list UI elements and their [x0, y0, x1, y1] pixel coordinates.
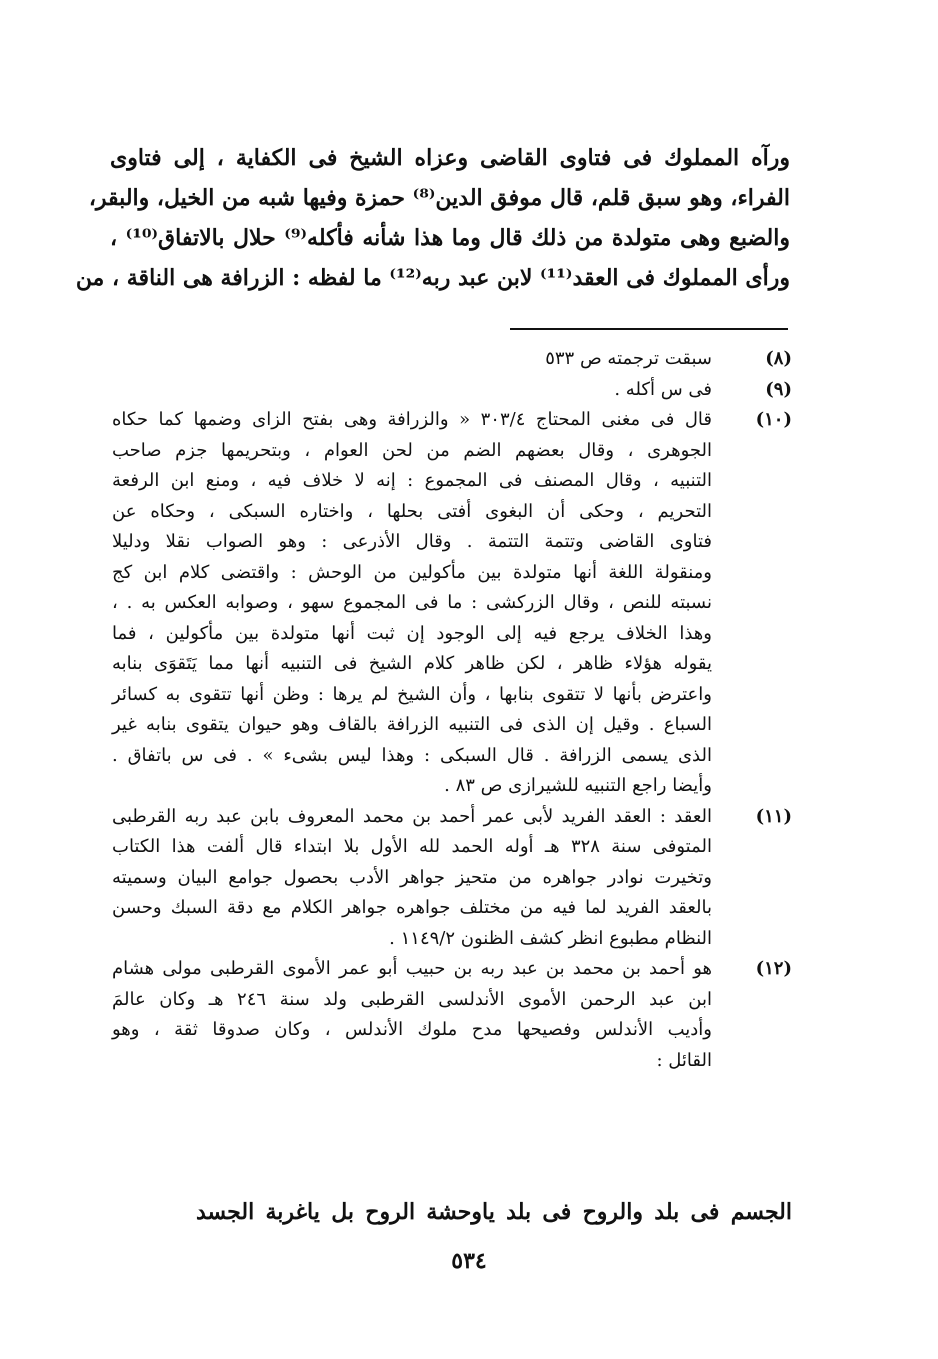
footnote-divider — [510, 328, 788, 330]
main-line: ورآه المملوك فى فتاوى القاضى وعزاه الشيخ فى الكفاية ، إلى فتاوى — [110, 145, 790, 171]
footnotes — [112, 344, 792, 1076]
main-line: ورأى المملوك فى العقد⁽¹¹⁾ لابن عبد ربه⁽¹²⁾ ما لفظه : الزرافة هى الناقة ، من — [75, 265, 790, 291]
footnote-line: الجوهرى ، وقال بعضهم الضم من لحن العوام ، وبتحريمها جزم صاحب — [112, 439, 712, 461]
footnote-line: يقوله هؤلاء ظاهر ، لكن ظاهر كلام الشيخ فى التنبيه أنها مما يَتَقوَى بنابه — [112, 653, 712, 674]
footnote-line: نسبته للنص ، وقال الزركشى : ما فى المجموع سهو ، وصوابه العكس به . ، — [112, 592, 712, 613]
footnote-line: التنبيه ، وقال المصنف فى المجموع : إنه لا خلاف فيه ، ومنع ابن الرفعة — [112, 470, 712, 491]
footnote-line: قال فى مغنى المحتاج ٣٠٣/٤ « والزرافة وهى بفتح الزاى وضمها كما حكاه — [112, 409, 712, 430]
footnote-line: واعترض بأنها لا تتقوى بنابها ، وأن الشيخ لم يرها : وظن أنها تتقوى به كسائر — [112, 683, 712, 705]
footnote-number: (١١) — [755, 805, 792, 827]
footnote-number: (١٢) — [755, 958, 792, 979]
footnote-line: الذى يسمى الزرافة . قال السبكى : وهذا ليس بشىء » . فى س باتفاق . — [112, 744, 712, 766]
footnote-line: النظام مطبوع انظر كشف الظنون ١١٤٩/٢ . — [389, 927, 712, 949]
footnote-9 — [112, 375, 792, 406]
poem-verse: الجسم فى بلد والروح فى بلد ياوحشة الروح بل ياغربة الجسد — [196, 1199, 792, 1225]
footnote-line: وأيضا راجع التنبيه للشيرازى ص ٨٣ . — [444, 775, 712, 796]
footnote-line: ابن عبد الرحمن الأموى الأندلسى القرطبى ولد سنة ٢٤٦ هـ وكان عالمَ — [112, 988, 712, 1010]
footnote-line: السباع . وقيل إن الذى فى التنبيه الزرافة بالقاف وهو حيوان يتقوى بنابه غير — [112, 714, 712, 735]
footnote-11 — [112, 802, 792, 955]
footnote-text — [112, 405, 712, 802]
main-line: الفراء، وهو سبق قلم، قال موفق الدين⁽⁸⁾ حمزة وفيها شبه من الخيل، والبقر، — [88, 185, 790, 211]
footnote-text — [112, 344, 712, 375]
page-number: ٥٣٤ — [451, 1248, 487, 1274]
footnote-12 — [112, 954, 792, 1076]
footnote-8 — [112, 344, 792, 375]
footnote-line: المتوفى سنة ٣٢٨ هـ أوله الحمد لله الأول بلا ابتداء قال ألفت هذا الكتاب — [112, 836, 712, 857]
footnote-number: (٩) — [765, 378, 792, 400]
footnote-line: وتخيرت نوادر جواهره من متحيز جواهر الأدب بحصول جوامع البيان وسميته — [112, 866, 712, 888]
footnote-number: (٨) — [765, 348, 792, 369]
footnote-line: ومنقولة اللغة أنها متولدة بين مأكولين من الوحش : واقتضى كلام ابن كج — [112, 561, 712, 583]
main-line: والضبع وهى متولدة من ذلك قال وما هذا شأنه فأكله⁽⁹⁾ حلال بالاتفاق⁽¹⁰⁾ ، — [110, 225, 790, 251]
main-text — [75, 138, 790, 298]
footnote-text — [112, 954, 712, 1076]
footnote-line: فى س أكله . — [614, 378, 712, 400]
footnote-line: فتاوى القاضى وتتمة التتمة . وقال الأذرعى : وهو الصواب نقلا ودليلا — [112, 531, 712, 552]
footnote-number: (١٠) — [755, 409, 792, 430]
footnote-10 — [112, 405, 792, 802]
footnote-text — [112, 802, 712, 955]
footnote-line: التحريم ، وحكى أن البغوى أفتى بحلها ، واختاره السبكى ، وحكاه عن — [112, 500, 712, 522]
footnote-line: بالعقد الفريد لما فيه من مختلف جواهره جواهر الكلام مع دقة السبك وحسن — [112, 897, 712, 918]
footnote-line: سبقت ترجمته ص ٥٣٣ — [545, 348, 712, 369]
footnote-line: العقد : العقد الفريد لأبى عمر أحمد بن محمد المعروف بابن عبد ربه القرطبى — [112, 805, 712, 827]
footnote-line: هو أحمد بن محمد بن عبد ربه بن حبيب أبو عمر الأموى القرطبى مولى هشام — [112, 958, 712, 979]
footnote-line: القائل : — [656, 1049, 712, 1071]
footnote-line: وهذا الخلاف يرجع فيه إلى الوجود إن ثبت أنها متولدة بين مأكولين ، فما — [112, 622, 712, 644]
footnote-line: وأديب الأندلس وفصيحها مدح ملوك الأندلس ، وكان صدوقا ثقة ، وهو — [112, 1019, 712, 1040]
footnote-text — [112, 375, 712, 406]
